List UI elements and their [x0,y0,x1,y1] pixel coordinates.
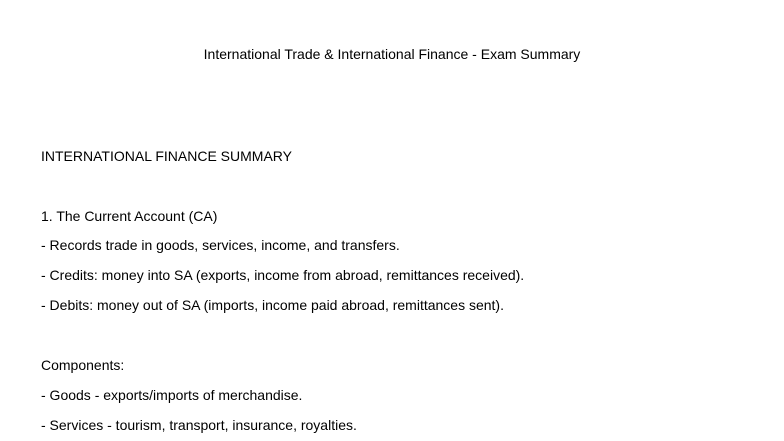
component-line: - Services - tourism, transport, insurance, royalties. [41,417,357,433]
component-line: - Goods - exports/imports of merchandise. [41,387,303,403]
bullet-line: - Credits: money into SA (exports, income from abroad, remittances received). [41,267,525,283]
page-header: International Trade & International Finance - Exam Summary [203,46,581,62]
subsection-title: 1. The Current Account (CA) [41,208,218,224]
bullet-line: - Records trade in goods, services, income, and transfers. [41,237,400,253]
section-title: INTERNATIONAL FINANCE SUMMARY [41,148,292,164]
bullet-line: - Debits: money out of SA (imports, income paid abroad, remittances sent). [41,297,504,313]
components-label: Components: [41,357,125,373]
